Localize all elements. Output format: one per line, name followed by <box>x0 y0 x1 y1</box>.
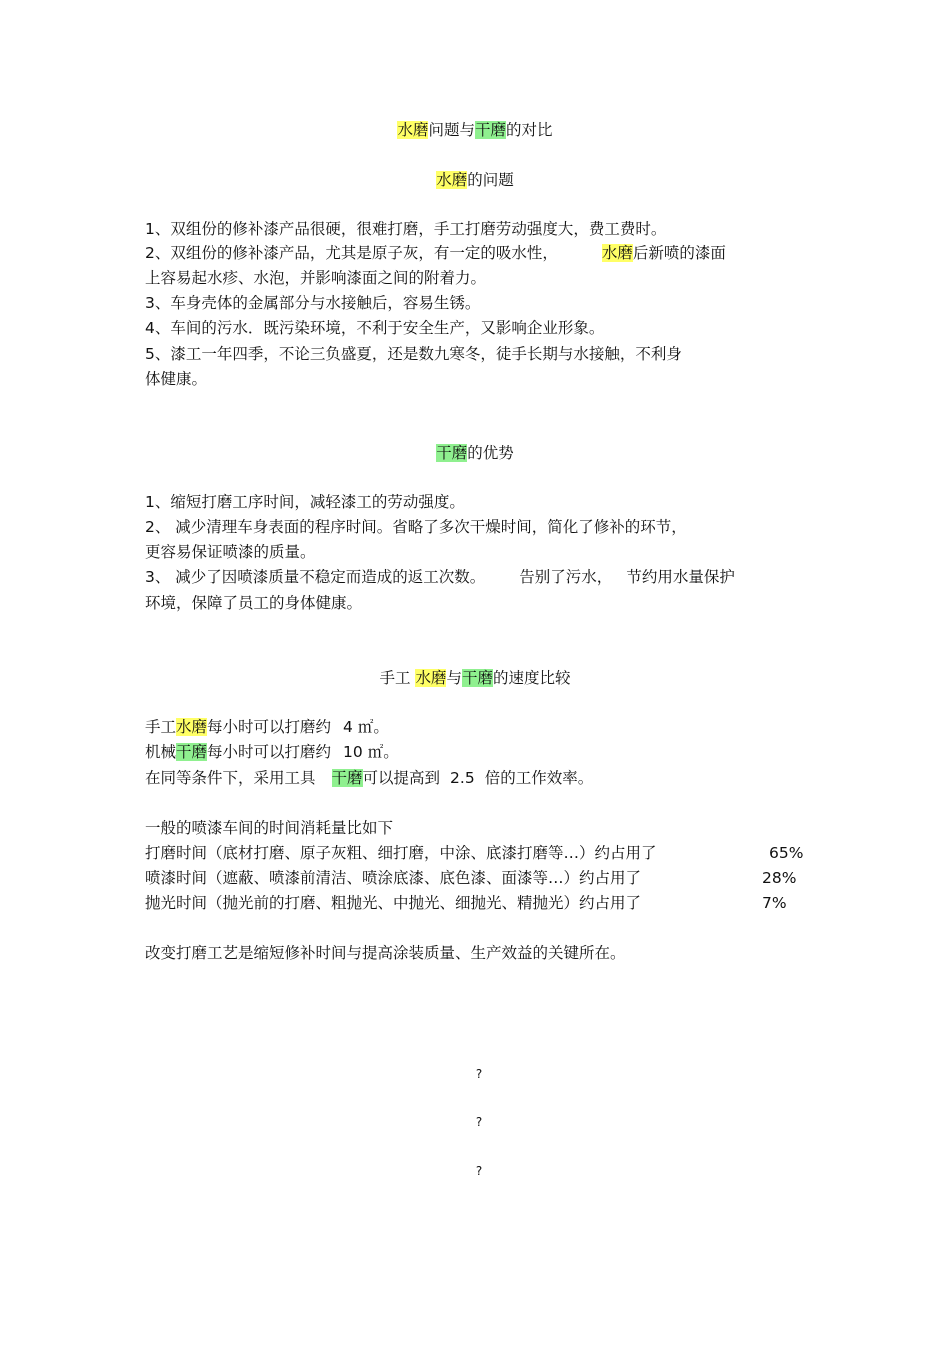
time-ratio-value: 7% <box>762 894 787 912</box>
speed-line-tail: 每小时可以打磨约 <box>207 743 332 761</box>
section1-item-2 <box>145 242 815 264</box>
section3-heading-tail: 的速度比较 <box>492 669 571 687</box>
speed-line-head: 手工 <box>145 718 177 736</box>
section1-item-2-tail: 后新喷的漆面 <box>632 244 726 262</box>
time-ratio-intro: 一般的喷漆车间的时间消耗量比如下 <box>145 819 394 837</box>
section2-item-3-text: 3、 减少了因喷漆质量不稳定而造成的返工次数。 <box>145 568 486 586</box>
section2-item-3-mid: 告别了污水， <box>519 568 613 586</box>
time-ratio-label: 抛光时间（抛光前的打磨、粗抛光、中抛光、细抛光、精抛光）约占用了 <box>145 894 642 912</box>
section2-heading-tail: 的优势 <box>467 444 514 462</box>
efficiency-line <box>145 767 815 789</box>
title-mid: 问题与 <box>428 121 475 139</box>
section2-item-3 <box>145 566 815 588</box>
speed-line-dry <box>145 741 815 763</box>
section2-item-3-tail: 节约用水量保护 <box>626 568 735 586</box>
section2-item-1: 1、缩短打磨工序时间，减轻漆工的劳动强度。 <box>145 493 465 511</box>
footer-mark: ? <box>475 1164 483 1178</box>
highlight-wet-term: 水磨 <box>436 171 468 189</box>
speed-line-head: 机械 <box>145 743 177 761</box>
section3-heading <box>0 667 950 689</box>
section2-item-3-cont: 环境，保障了员工的身体健康。 <box>145 594 363 612</box>
efficiency-mid: 可以提高到 <box>362 769 441 787</box>
section2-heading <box>0 442 950 464</box>
highlight-dry-term: 干磨 <box>176 743 208 761</box>
efficiency-value: 2.5 <box>450 769 475 787</box>
highlight-wet-term: 水磨 <box>176 718 208 736</box>
time-ratio-row <box>145 842 815 864</box>
highlight-wet-term: 水磨 <box>415 669 447 687</box>
section1-item-1: 1、双组份的修补漆产品很硬，很难打磨，手工打磨劳动强度大，费工费时。 <box>145 220 667 238</box>
highlight-dry-term: 干磨 <box>331 769 363 787</box>
section1-item-2-text: 2、双组份的修补漆产品，尤其是原子灰，有一定的吸水性， <box>145 244 558 262</box>
highlight-dry-term: 干磨 <box>461 669 493 687</box>
section1-item-2-cont: 上容易起水疹、水泡，并影响漆面之间的附着力。 <box>145 269 487 287</box>
speed-line-tail: 每小时可以打磨约 <box>207 718 332 736</box>
efficiency-head: 在同等条件下，采用工具 <box>145 769 316 787</box>
section1-heading <box>0 169 950 191</box>
section2-item-2: 2、 减少清理车身表面的程序时间。省略了多次干燥时间，简化了修补的环节， <box>145 518 687 536</box>
section1-heading-tail: 的问题 <box>467 171 514 189</box>
conclusion: 改变打磨工艺是缩短修补时间与提高涂装质量、生产效益的关键所在。 <box>145 944 626 962</box>
section1-item-5-cont: 体健康。 <box>145 370 208 388</box>
section3-heading-head: 手工 <box>379 669 411 687</box>
speed-line-value: 10 ㎡。 <box>343 743 399 761</box>
speed-line-wet <box>145 716 815 738</box>
section1-item-3: 3、车身壳体的金属部分与水接触后，容易生锈。 <box>145 294 481 312</box>
section3-heading-mid: 与 <box>446 669 462 687</box>
time-ratio-row <box>145 892 815 914</box>
time-ratio-value: 65% <box>769 844 804 862</box>
efficiency-tail: 倍的工作效率。 <box>484 769 594 787</box>
time-ratio-label: 打磨时间（底材打磨、原子灰粗、细打磨，中涂、底漆打磨等…）约占用了 <box>145 844 657 862</box>
speed-line-value: 4 ㎡。 <box>343 718 389 736</box>
time-ratio-label: 喷漆时间（遮蔽、喷漆前清洁、喷涂底漆、底色漆、面漆等…）约占用了 <box>145 869 642 887</box>
section2-item-2-cont: 更容易保证喷漆的质量。 <box>145 543 316 561</box>
title-tail: 的对比 <box>506 121 553 139</box>
section1-item-5: 5、漆工一年四季，不论三负盛夏，还是数九寒冬，徒手长期与水接触，不利身 <box>145 345 682 363</box>
time-ratio-row <box>145 867 815 889</box>
document-title <box>0 119 950 141</box>
highlight-dry-term: 干磨 <box>436 444 468 462</box>
footer-mark: ? <box>475 1067 483 1081</box>
footer-mark: ? <box>475 1115 483 1129</box>
section1-item-4: 4、车间的污水．既污染环境，不利于安全生产，又影响企业形象。 <box>145 319 605 337</box>
highlight-dry-term: 干磨 <box>475 121 507 139</box>
time-ratio-value: 28% <box>762 869 797 887</box>
highlight-wet-term: 水磨 <box>397 121 429 139</box>
highlight-wet-term: 水磨 <box>601 244 633 262</box>
